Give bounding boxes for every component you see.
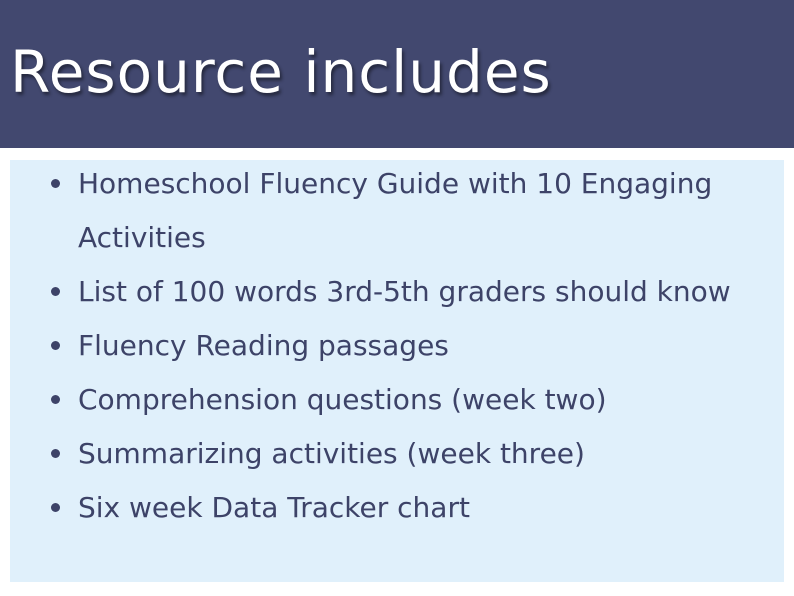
list-item [10, 481, 784, 535]
resource-list [10, 160, 784, 535]
list-item [10, 319, 784, 373]
bullet-dot-icon [51, 341, 60, 350]
content-panel [10, 160, 784, 582]
list-item-text: Comprehension questions (week two) [78, 383, 607, 416]
bullet-dot-icon [51, 395, 60, 404]
list-item [10, 427, 784, 481]
list-item-text: List of 100 words 3rd-5th graders should know [78, 275, 731, 308]
list-item [10, 265, 784, 319]
list-item-text: Summarizing activities (week three) [78, 437, 585, 470]
header-banner [0, 0, 794, 148]
bullet-dot-icon [51, 503, 60, 512]
list-item-text: Six week Data Tracker chart [78, 491, 470, 524]
list-item [10, 373, 784, 427]
bullet-dot-icon [51, 179, 60, 188]
page-title: Resource includes [10, 38, 552, 106]
bullet-dot-icon [51, 287, 60, 296]
list-item [10, 157, 784, 265]
list-item-text: Fluency Reading passages [78, 329, 449, 362]
list-item-text: Homeschool Fluency Guide with 10 Engaging Activities [78, 167, 713, 254]
bullet-dot-icon [51, 449, 60, 458]
